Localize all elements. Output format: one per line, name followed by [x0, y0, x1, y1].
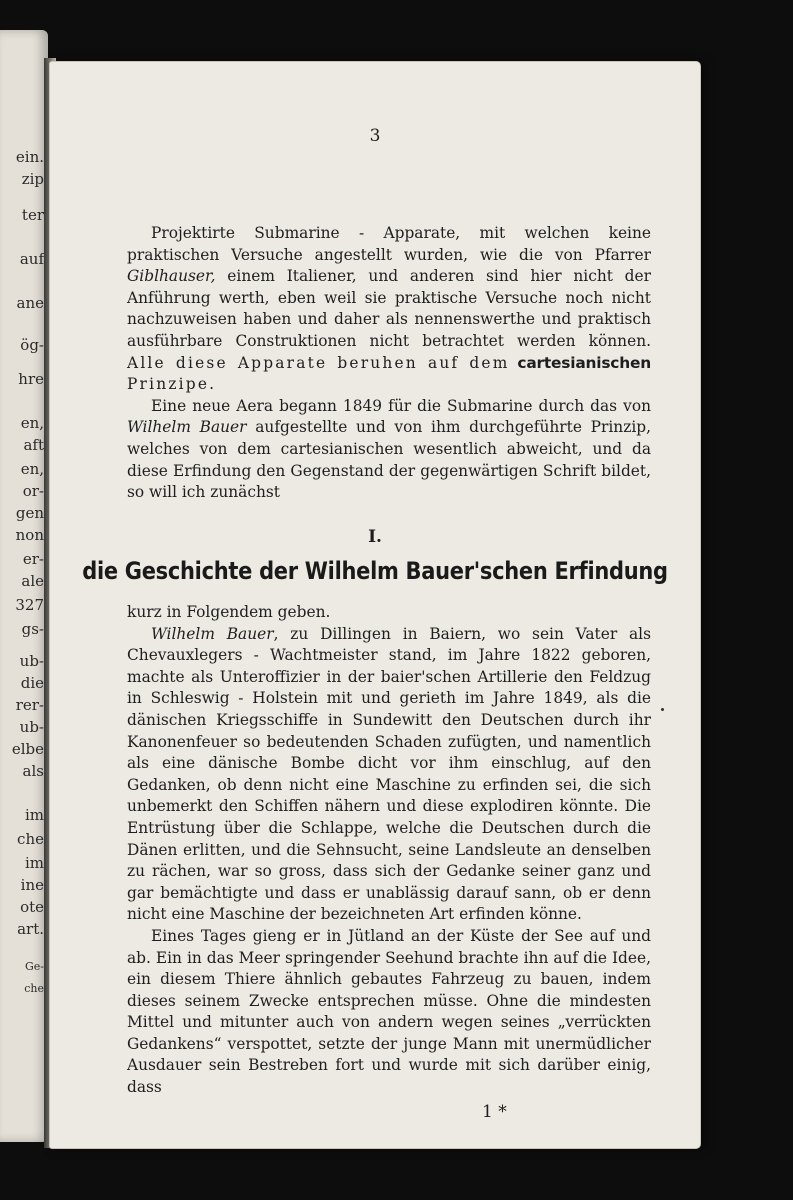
previous-page-fragment: im — [24, 854, 44, 872]
previous-page-fragment: im — [24, 806, 44, 824]
section-number: I. — [368, 527, 382, 547]
body-text — [127, 602, 651, 1099]
previous-page-fragment: non — [15, 526, 44, 544]
previous-page-fragment: Ge- — [24, 960, 44, 973]
previous-page-fragment: ub- — [19, 652, 44, 670]
previous-page-fragment: gen — [15, 504, 44, 522]
page-number: 3 — [369, 126, 381, 146]
paragraph-biography: Wilhelm Bauer, zu Dillingen in Baiern, wo sein Vater als Chevauxlegers - Wachtmeister stand, im Jahre 1822 geboren, machte als Unteroffizier in der baier'schen Artillerie den Feldzug in Schleswig - Holstein mit und gerieth im Jahre 1849, als die dänischen Kriegsschiffe in Sundewitt den Deutschen durch ihr Kanonenfeuer so bedeutenden Schaden zufügten, und namentlich als eine dänische Bombe dicht vor ihm einschlug, auf den Gedanken, ob denn nicht eine Maschine zu erfinden sei, die sich unbemerkt den Schiffen nähern und diese explodiren könnte. Die Entrüstung über die Schlappe, welche die Deutschen durch die Dänen erlitten, und die Sehnsucht, seine Landsleute an denselben zu rächen, war so gross, dass sich der Gedanke seiner ganz und gar bemächtigte und dass er unablässig darauf sann, ob er denn nicht eine Maschine der bezeichneten Art erfinden könne. — [127, 624, 651, 924]
previous-page-fragment: ein. — [15, 148, 44, 166]
paragraph-lead: kurz in Folgendem geben. — [127, 603, 331, 621]
previous-page-fragment: or- — [22, 482, 44, 500]
previous-page-fragment: er- — [22, 550, 44, 568]
previous-page-fragment: auf — [19, 250, 44, 268]
section-title: die Geschichte der Wilhelm Bauer'schen Erfindung — [82, 557, 668, 585]
previous-page-fragment: en, — [20, 460, 44, 478]
previous-page-edge — [0, 30, 48, 1142]
previous-page-fragment: ter — [21, 206, 44, 224]
intro-text — [127, 223, 651, 504]
previous-page-fragment: ine — [20, 876, 44, 894]
paragraph-projected-apparatus: Projektirte Submarine - Apparate, mit welchen keine praktischen Versuche angestellt wurden, wie die von Pfarrer Giblhauser, einem Italiener, und anderen sind hier nicht der Anführung werth, eben weil sie praktische Versuche noch nicht nachzuweisen haben und daher als nennenswerthe und praktisch ausführbare Construktionen nicht betrachtet werden können. Alle diese Apparate beruhen auf dem cartesianischen Prinzipe. — [127, 224, 651, 394]
previous-page-fragment: als — [22, 762, 44, 780]
previous-page-fragment: ale — [21, 572, 44, 590]
previous-page-fragment: die — [20, 674, 44, 692]
signature-mark: 1 * — [482, 1102, 507, 1122]
paragraph-new-era: Eine neue Aera begann 1849 für die Submarine durch das von Wilhelm Bauer aufgestellte und von ihm durchgeführte Prinzip, welches von dem cartesianischen wesentlich abweicht, und da diese Erfindung den Gegenstand der gegenwärtigen Schrift bildet, so will ich zunächst — [127, 396, 651, 502]
previous-page-fragment: ög- — [20, 336, 44, 354]
previous-page-fragment: hre — [18, 370, 44, 388]
paragraph-seal-idea: Eines Tages gieng er in Jütland an der Küste der See auf und ab. Ein in das Meer springender Seehund brachte ihn auf die Idee, ein diesem Thiere ähnlich gebautes Fahrzeug zu bauen, indem dieses seinem Zwecke entsprechen müsse. Ohne die mindesten Mittel und mitunter auch von andern wegen seines „verrückten Gedankens“ verspottet, setzte der junge Mann mit unermüdlicher Ausdauer sein Bestreben fort und wurde mit sich darüber einig, dass — [127, 926, 651, 1097]
previous-page-fragment: elbe — [11, 740, 44, 758]
previous-page-fragment: zip — [21, 170, 44, 188]
previous-page-fragment: ane — [16, 294, 44, 312]
previous-page-fragment: art. — [17, 920, 44, 938]
previous-page-fragment: ote — [20, 898, 44, 916]
ink-speck — [661, 708, 664, 711]
previous-page-fragment: ub- — [19, 718, 44, 736]
previous-page-fragment: 327 — [15, 596, 44, 614]
previous-page-fragment: che — [17, 830, 44, 848]
previous-page-fragment: aft — [23, 436, 44, 454]
book-page — [50, 62, 700, 1148]
previous-page-fragment: rer- — [15, 696, 44, 714]
previous-page-fragment: gs- — [21, 620, 44, 638]
previous-page-fragment: en, — [20, 414, 44, 432]
previous-page-fragment: che — [24, 982, 44, 995]
